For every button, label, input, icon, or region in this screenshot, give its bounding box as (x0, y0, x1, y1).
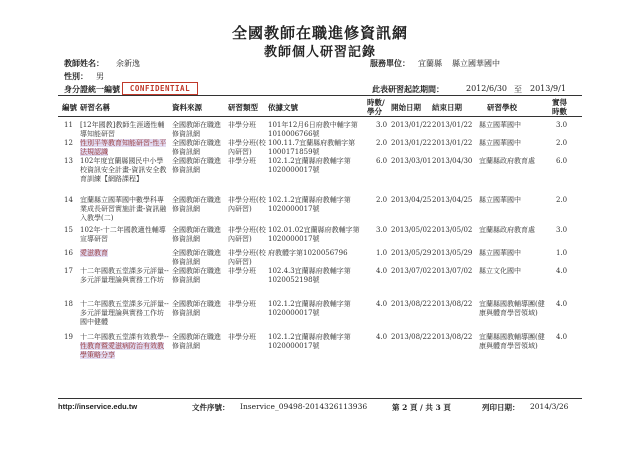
document-subtitle: 教師個人研習記錄 (263, 45, 376, 60)
cell-hours: 1.0 (376, 249, 388, 257)
cell-name (80, 196, 170, 223)
cell-org: 宜蘭縣國教輔導團(健康與體育學習領域) (479, 300, 545, 317)
cell-type: 非學分班 (228, 157, 256, 165)
cell-end: 2013/05/02 (432, 226, 473, 234)
unit-school: 縣立國華國中 (452, 59, 500, 68)
cell-type: 非學分班(校內研習) (228, 226, 266, 243)
cell-hours: 6.0 (376, 157, 388, 165)
course-name-text: 宜蘭縣立國華國中數學科專業成長研習實施計畫-資訊融入教學(二) (80, 196, 167, 222)
cell-start: 2013/07/02 (391, 267, 432, 275)
period-to: 至 (514, 85, 522, 94)
cell-doc: 102.1.2宜蘭縣府教輔字第1020000017號 (268, 157, 351, 174)
cell-name (80, 249, 170, 258)
course-name-text: [12年國教]教師生涯適性輔導知能研習 (80, 121, 165, 138)
cell-source: 全國教師在職進修資訊網 (172, 157, 221, 174)
cell-end: 2013/01/22 (432, 139, 473, 147)
cell-end: 2013/01/22 (432, 121, 473, 129)
cell-doc: 102.1.2宜蘭縣府教輔字第1020000017號 (268, 300, 351, 317)
col-actual-bottom: 時數 (552, 107, 567, 116)
cell-no: 19 (64, 333, 73, 341)
course-name-highlight: 愛滋教育 (80, 249, 108, 257)
cell-start: 2013/03/01 (391, 157, 432, 165)
cell-no: 17 (64, 267, 73, 275)
col-name: 研習名稱 (80, 103, 110, 112)
cell-org: 縣立國華國中 (479, 121, 521, 129)
header-bottom-rule (58, 116, 582, 117)
cell-source: 全國教師在職進修資訊網 (172, 196, 221, 213)
course-name-text: 十二年國教五堂課多元評量--多元評量理論與實務工作坊 國中健體 (80, 300, 169, 326)
col-source: 資料來源 (172, 103, 202, 112)
cell-hours: 4.0 (376, 333, 388, 341)
cell-org: 縣立國華國中 (479, 196, 521, 204)
cell-no: 14 (64, 196, 73, 204)
cell-source: 全國教師在職進修資訊網 (172, 249, 221, 266)
cell-hours: 4.0 (376, 267, 388, 275)
cell-actual: 2.0 (556, 139, 568, 147)
header-top-rule (58, 95, 582, 96)
footer-url: http://inservice.edu.tw (58, 402, 138, 411)
cell-name (80, 333, 170, 360)
cell-actual: 3.0 (556, 121, 568, 129)
col-actual-top: 實得 (552, 98, 567, 107)
cell-actual: 6.0 (556, 157, 568, 165)
cell-name (80, 121, 170, 139)
course-name-text: 102年度宜蘭縣國民中小學校資訊安全計畫-資訊安全教育訓練【網路課程】 (80, 157, 167, 183)
period-end: 2013/9/1 (530, 84, 566, 93)
cell-start: 2013/08/22 (391, 333, 432, 341)
col-hours-bottom: 學分 (367, 107, 382, 116)
cell-type: 非學分班 (228, 333, 256, 341)
course-name-text: 十二年國教五堂課多元評量--多元評量理論與實務工作坊 (80, 267, 169, 284)
cell-hours: 4.0 (376, 300, 388, 308)
cell-doc: 100.11.7宜蘭縣府教輔字第1000171859號 (268, 139, 356, 156)
cell-hours: 2.0 (376, 196, 388, 204)
cell-type: 非學分班 (228, 300, 256, 308)
cell-start: 2013/05/29 (391, 249, 432, 257)
cell-hours: 3.0 (376, 121, 388, 129)
period-label: 此表研習起訖期間： (372, 84, 444, 94)
cell-type: 非學分班(校內研習) (228, 249, 266, 266)
course-name-highlight: 性別平等教育知能研習-性平法規認識 (80, 139, 167, 156)
col-hours-top: 時數/ (367, 98, 385, 107)
cell-org: 縣立文化國中 (479, 267, 521, 275)
col-end: 結束日期 (432, 103, 462, 112)
cell-org: 宜蘭縣政府教育處 (479, 157, 535, 165)
col-doc: 依據文號 (268, 103, 298, 112)
teacher-name: 余新逸 (116, 59, 140, 68)
cell-end: 2013/07/02 (432, 267, 473, 275)
col-type: 研習類型 (228, 103, 258, 112)
cell-actual: 2.0 (556, 196, 568, 204)
cell-doc: 102.4.3宜蘭縣府教輔字第1020052198號 (268, 267, 351, 284)
footer-doc-no: Inservice_09498-2014326113936 (240, 402, 368, 411)
cell-source: 全國教師在職進修資訊網 (172, 226, 221, 243)
cell-start: 2013/08/22 (391, 300, 432, 308)
footer-print-label: 列印日期： (482, 403, 520, 412)
cell-end: 2013/08/22 (432, 333, 473, 341)
cell-hours: 2.0 (376, 139, 388, 147)
cell-doc: 府教體字第1020056796 (268, 249, 348, 257)
cell-source: 全國教師在職進修資訊網 (172, 333, 221, 350)
teacher-name-label: 教師姓名： (64, 58, 104, 68)
cell-actual: 4.0 (556, 300, 568, 308)
cell-end: 2013/05/29 (432, 249, 473, 257)
cell-no: 11 (64, 121, 73, 129)
cell-name (80, 139, 170, 157)
cell-end: 2013/08/22 (432, 300, 473, 308)
cell-source: 全國教師在職進修資訊網 (172, 121, 221, 138)
cell-doc: 101年12月6日府教中輔字第1010006766號 (268, 121, 358, 138)
cell-hours: 3.0 (376, 226, 388, 234)
gender-value: 男 (96, 72, 104, 81)
cell-end: 2013/04/30 (432, 157, 473, 165)
period-start: 2012/6/30 (466, 84, 508, 93)
cell-org: 縣立國華國中 (479, 139, 521, 147)
cell-org: 宜蘭縣國教輔導團(健康與體育學習領域) (479, 333, 545, 350)
cell-no: 12 (64, 139, 73, 147)
cell-source: 全國教師在職進修資訊網 (172, 267, 221, 284)
footer-rule (58, 398, 582, 399)
unit-label: 服務單位： (370, 58, 410, 68)
course-name-highlight: 性教育暨愛滋病防治有效教學策略分享 (80, 342, 164, 359)
cell-type: 非學分班(校內研習) (228, 196, 266, 213)
footer-doc-label: 文件序號： (192, 403, 230, 412)
cell-actual: 1.0 (556, 249, 568, 257)
course-name-text: 102年-十二年國教適性輔導宣導研習 (80, 226, 166, 243)
cell-start: 2013/01/22 (391, 139, 432, 147)
cell-end: 2013/04/25 (432, 196, 473, 204)
cell-actual: 4.0 (556, 333, 568, 341)
cell-start: 2013/05/02 (391, 226, 432, 234)
cell-no: 18 (64, 300, 73, 308)
cell-start: 2013/04/25 (391, 196, 432, 204)
cell-doc: 102.1.2宜蘭縣府教輔字第1020000017號 (268, 333, 351, 350)
cell-name (80, 267, 170, 285)
cell-no: 15 (64, 226, 73, 234)
col-start: 開始日期 (391, 103, 421, 112)
cell-type: 非學分班(校內研習) (228, 139, 266, 156)
cell-no: 16 (64, 249, 73, 257)
unit-county: 宜蘭縣 (418, 59, 442, 68)
cell-actual: 3.0 (556, 226, 568, 234)
course-name-text: 十二年國教五堂課有效教學-- (80, 333, 169, 341)
id-label: 身分證統一編號 (64, 84, 120, 94)
cell-name (80, 226, 170, 244)
col-org: 研習學校 (487, 103, 517, 112)
col-no: 編號 (62, 103, 77, 112)
confidential-stamp: CONFIDENTIAL (122, 82, 198, 95)
document-title: 全國教師在職進修資訊網 (231, 24, 408, 42)
footer-print-date: 2014/3/26 (530, 402, 569, 411)
cell-name (80, 300, 170, 327)
cell-no: 13 (64, 157, 73, 165)
cell-source: 全國教師在職進修資訊網 (172, 300, 221, 317)
cell-type: 非學分班 (228, 121, 256, 129)
cell-org: 宜蘭縣政府教育處 (479, 226, 535, 234)
cell-doc: 102.01.02宜蘭縣府教輔字第1020000017號 (268, 226, 360, 243)
cell-start: 2013/01/22 (391, 121, 432, 129)
footer-page: 第 2 頁 / 共 3 頁 (392, 403, 451, 412)
cell-name (80, 157, 170, 184)
gender-label: 性別： (64, 71, 88, 81)
cell-org: 縣立國華國中 (479, 249, 521, 257)
cell-actual: 4.0 (556, 267, 568, 275)
cell-type: 非學分班 (228, 267, 256, 275)
cell-doc: 102.1.2宜蘭縣府教輔字第1020000017號 (268, 196, 351, 213)
cell-source: 全國教師在職進修資訊網 (172, 139, 221, 156)
